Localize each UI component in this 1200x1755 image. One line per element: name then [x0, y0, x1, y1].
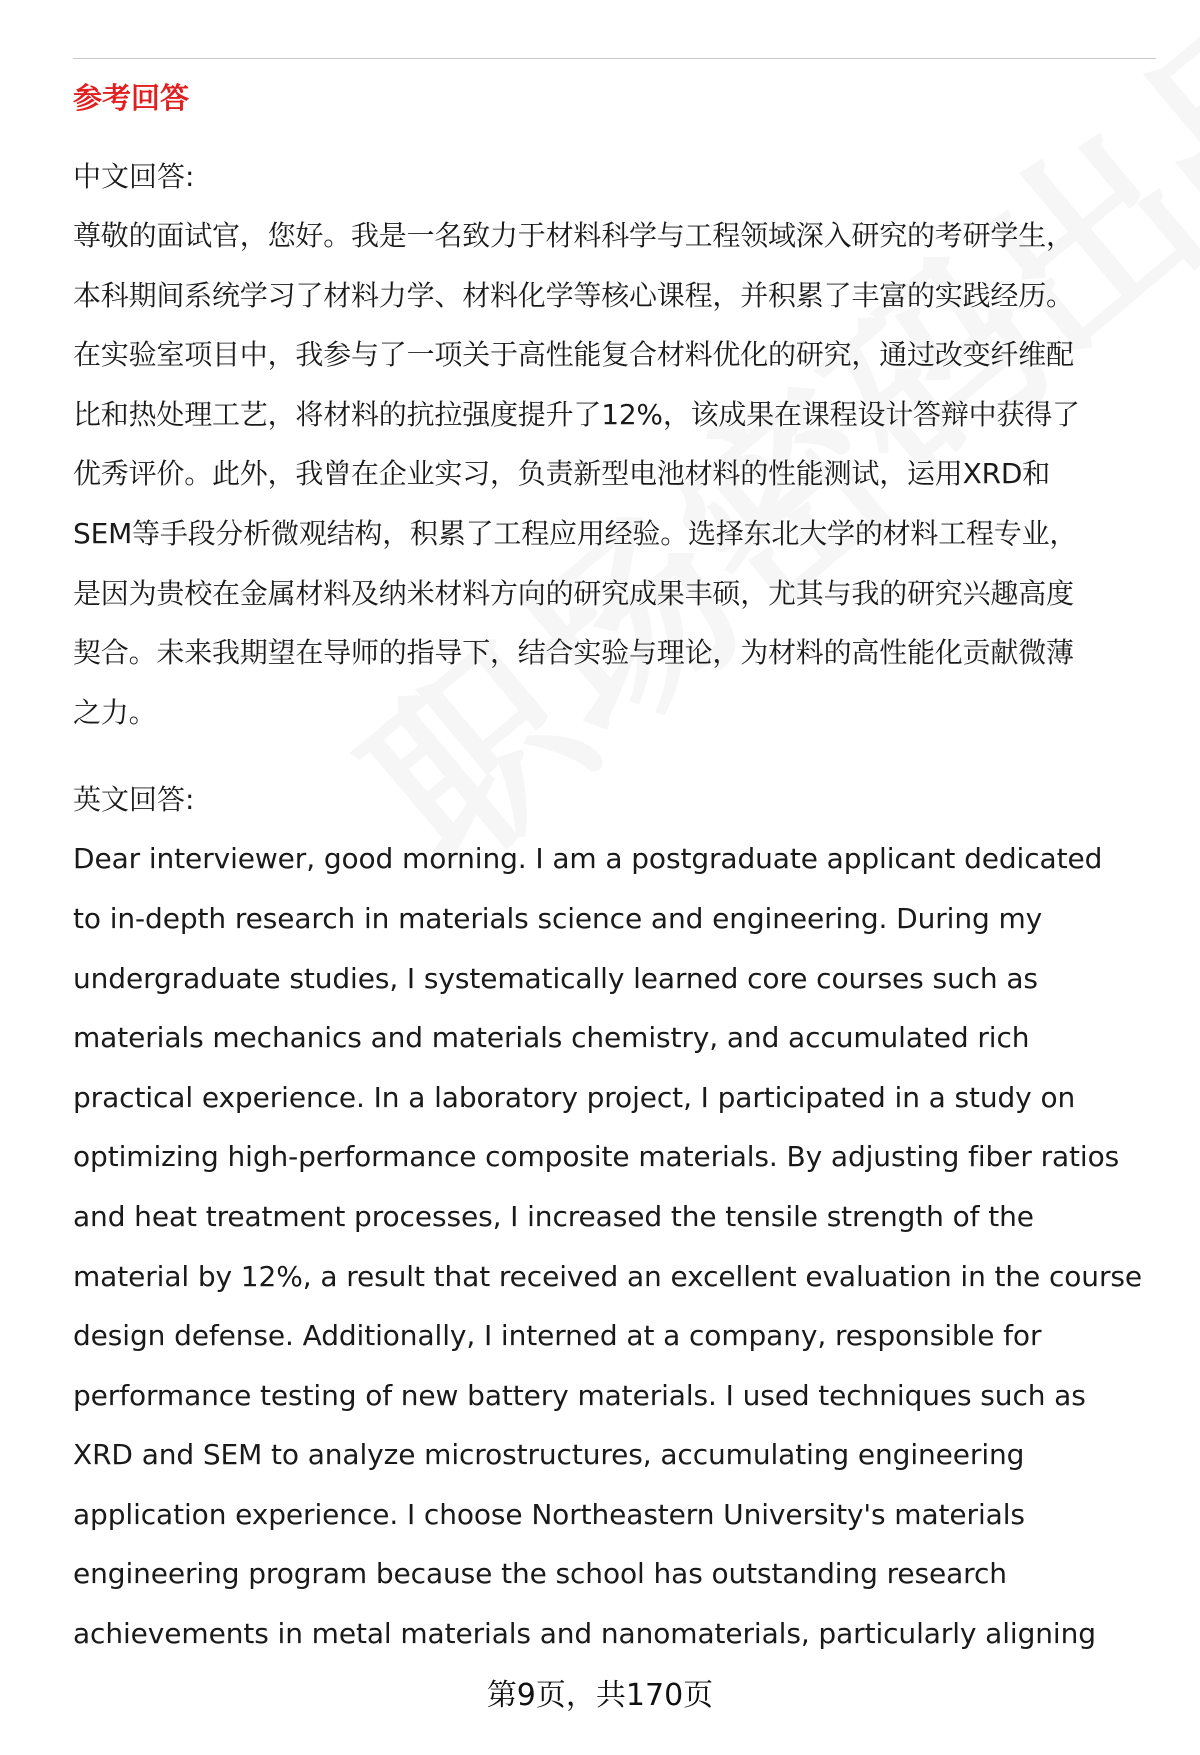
- chinese-answer-line: 契合。未来我期望在导师的指导下，结合实验与理论，为材料的高性能化贡献微薄: [73, 636, 1074, 670]
- english-answer-line: design defense. Additionally, I interned at a company, responsible for: [73, 1319, 1042, 1353]
- chinese-answer-line: 比和热处理工艺，将材料的抗拉强度提升了12%，该成果在课程设计答辩中获得了: [73, 397, 1080, 431]
- english-answer-line: practical experience. In a laboratory project, I participated in a study on: [73, 1080, 1076, 1114]
- english-answer-line: Dear interviewer, good morning. I am a postgraduate applicant dedicated: [73, 842, 1103, 876]
- page-indicator: 第9页，共170页: [486, 1678, 714, 1713]
- english-answer-body: [73, 829, 1156, 1663]
- chinese-answer-line: 之力。: [73, 695, 157, 729]
- english-answer-line: and heat treatment processes, I increased the tensile strength of the: [73, 1199, 1034, 1233]
- chinese-answer-line: SEM等手段分析微观结构，积累了工程应用经验。选择东北大学的材料工程专业，: [73, 516, 1078, 550]
- section-gap: [73, 742, 1156, 771]
- english-answer-line: optimizing high-performance composite materials. By adjusting fiber ratios: [73, 1140, 1120, 1174]
- chinese-answer-line: 本科期间系统学习了材料力学、材料化学等核心课程，并积累了丰富的实践经历。: [73, 278, 1074, 312]
- top-divider: [73, 58, 1156, 59]
- chinese-answer-line: 在实验室项目中，我参与了一项关于高性能复合材料优化的研究，通过改变纤维配: [73, 338, 1074, 372]
- section-title: 参考回答: [73, 81, 190, 115]
- chinese-answer-label: 中文回答:: [73, 160, 195, 193]
- english-answer-line: to in-depth research in materials science and engineering. During my: [73, 901, 1043, 935]
- english-answer-line: engineering program because the school has outstanding research: [73, 1557, 1007, 1591]
- english-answer-line: undergraduate studies, I systematically learned core courses such as: [73, 961, 1038, 995]
- english-answer-line: achievements in metal materials and nanomaterials, particularly aligning: [73, 1617, 1096, 1651]
- chinese-answer-line: 尊敬的面试官，您好。我是一名致力于材料科学与工程领域深入研究的考研学生，: [73, 219, 1074, 252]
- chinese-answer-line: 优秀评价。此外，我曾在企业实习，负责新型电池材料的性能测试，运用XRD和: [73, 457, 1051, 491]
- answer-content: [73, 148, 1156, 1664]
- english-answer-line: material by 12%, a result that received an excellent evaluation in the course: [73, 1259, 1142, 1293]
- english-answer-label: 英文回答:: [73, 783, 195, 817]
- english-answer-line: XRD and SEM to analyze microstructures, accumulating engineering: [73, 1438, 1025, 1472]
- english-answer-line: application experience. I choose Northeastern University's materials: [73, 1497, 1025, 1531]
- chinese-answer-line: 是因为贵校在金属材料及纳米材料方向的研究成果丰硕，尤其与我的研究兴趣高度: [73, 576, 1074, 610]
- english-answer-line: performance testing of new battery materials. I used techniques such as: [73, 1378, 1086, 1412]
- english-answer-line: materials mechanics and materials chemistry, and accumulated rich: [73, 1021, 1030, 1055]
- chinese-answer-body: [73, 206, 1156, 742]
